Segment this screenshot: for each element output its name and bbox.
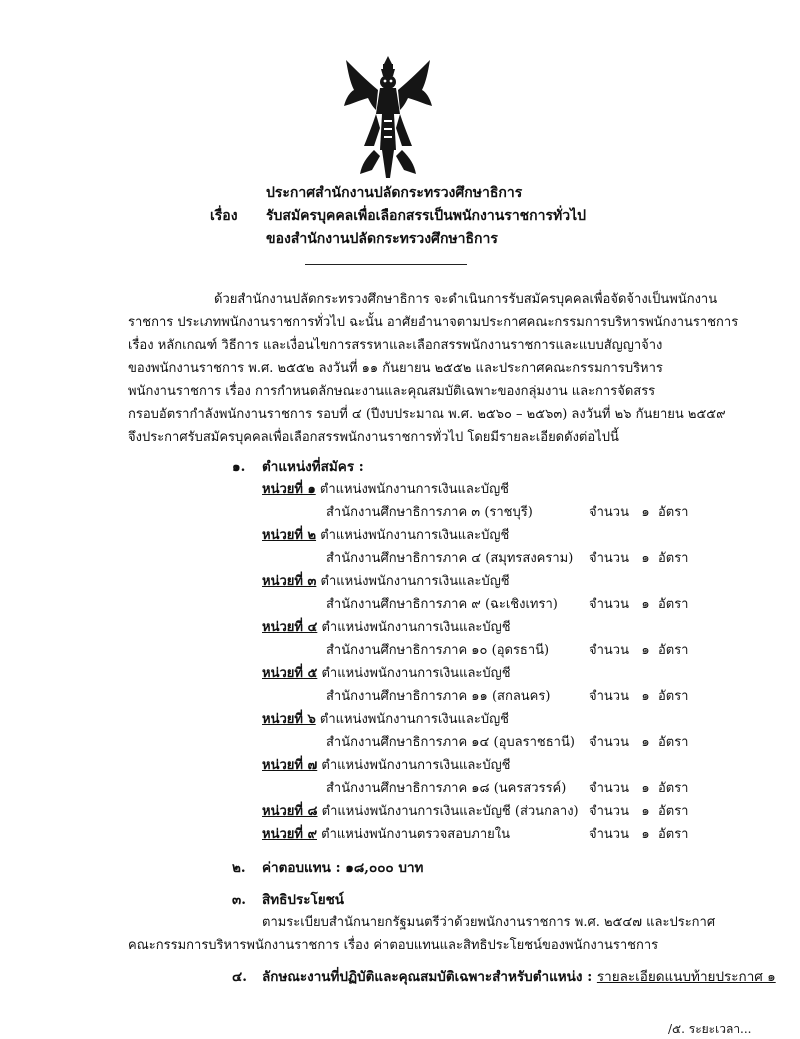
intro-line-5: พนักงานราชการ เรื่อง การกำหนดลักษณะงานและคุณสมบัติเฉพาะของกลุ่มงาน และการจัดสรร — [128, 384, 656, 399]
unit-3-quantity — [589, 593, 688, 614]
quantity-unit: อัตรา — [657, 597, 689, 612]
unit-1 — [262, 478, 509, 499]
section-1-title: ตำแหน่งที่สมัคร : — [262, 459, 364, 475]
intro-line-7: จึงประกาศรับสมัครบุคคลเพื่อเลือกสรรพนักงานราชการทั่วไป โดยมีรายละเอียดดังต่อไปนี้ — [128, 430, 619, 445]
intro-line-1: ด้วยสำนักงานปลัดกระทรวงศึกษาธิการ จะดำเนินการรับสมัครบุคคลเพื่อจัดจ้างเป็นพนักงาน — [214, 292, 718, 307]
unit-6-quantity — [589, 731, 688, 752]
unit-2-office: สำนักงานศึกษาธิการภาค ๔ (สมุทรสงคราม) — [326, 551, 574, 566]
next-page-marker: /๕. ระยะเวลา... — [668, 1022, 752, 1036]
unit-2-quantity — [589, 547, 688, 568]
quantity-value: ๑ — [641, 643, 650, 658]
unit-4 — [262, 616, 511, 637]
unit-position: ตำแหน่งพนักงานตรวจสอบภายใน — [321, 827, 510, 842]
section-4-number: ๔. — [232, 969, 247, 985]
section-2-title: ค่าตอบแทน : ๑๘,๐๐๐ บาท — [262, 860, 424, 876]
unit-position: ตำแหน่งพนักงานการเงินและบัญชี — [320, 574, 510, 589]
unit-5 — [262, 662, 511, 683]
unit-7 — [262, 754, 511, 775]
unit-label: หน่วยที่ ๓ — [262, 574, 317, 589]
unit-position: ตำแหน่งพนักงานการเงินและบัญชี — [320, 528, 510, 543]
unit-5-quantity — [589, 685, 688, 706]
unit-position: ตำแหน่งพนักงานการเงินและบัญชี — [319, 482, 509, 497]
intro-line-2: ราชการ ประเภทพนักงานราชการทั่วไป ฉะนั้น อาศัยอำนาจตามประกาศคณะกรรมการบริหารพนักงานราชการ — [128, 315, 739, 330]
unit-label: หน่วยที่ ๖ — [262, 712, 316, 727]
unit-1-office: สำนักงานศึกษาธิการภาค ๓ (ราชบุรี) — [326, 505, 533, 520]
quantity-value: ๑ — [641, 551, 650, 566]
quantity-value: ๑ — [641, 597, 650, 612]
unit-3 — [262, 570, 510, 591]
subject-label: เรื่อง — [210, 208, 238, 224]
quantity-unit: อัตรา — [657, 735, 689, 750]
quantity-label: จำนวน — [589, 689, 629, 704]
quantity-unit: อัตรา — [657, 689, 689, 704]
section-2-number: ๒. — [232, 860, 246, 876]
unit-label: หน่วยที่ ๒ — [262, 528, 317, 543]
quantity-value: ๑ — [641, 689, 650, 704]
quantity-label: จำนวน — [589, 781, 629, 796]
quantity-value: ๑ — [641, 804, 650, 819]
section-4-title: ลักษณะงานที่ปฏิบัติและคุณสมบัติเฉพาะสำหรับตำแหน่ง : — [262, 969, 593, 985]
quantity-label: จำนวน — [589, 505, 629, 520]
section-3-line-2: คณะกรรมการบริหารพนักงานราชการ เรื่อง ค่าตอบแทนและสิทธิประโยชน์ของพนักงานราชการ — [128, 938, 659, 953]
unit-position: ตำแหน่งพนักงานการเงินและบัญชี — [321, 666, 511, 681]
quantity-label: จำนวน — [589, 827, 629, 842]
unit-label: หน่วยที่ ๔ — [262, 620, 318, 635]
quantity-unit: อัตรา — [657, 505, 689, 520]
unit-position: ตำแหน่งพนักงานการเงินและบัญชี — [321, 620, 511, 635]
unit-8-quantity — [589, 800, 688, 821]
unit-7-quantity — [589, 777, 688, 798]
quantity-unit: อัตรา — [657, 781, 689, 796]
announcement-title: ประกาศสำนักงานปลัดกระทรวงศึกษาธิการ — [266, 185, 523, 201]
unit-position: ตำแหน่งพนักงานการเงินและบัญชี — [319, 712, 509, 727]
unit-position: ตำแหน่งพนักงานการเงินและบัญชี — [321, 758, 511, 773]
quantity-unit: อัตรา — [657, 827, 689, 842]
quantity-unit: อัตรา — [657, 551, 689, 566]
unit-label: หน่วยที่ ๙ — [262, 827, 317, 842]
quantity-value: ๑ — [641, 827, 650, 842]
unit-4-quantity — [589, 639, 688, 660]
unit-label: หน่วยที่ ๘ — [262, 804, 318, 819]
section-3-title: สิทธิประโยชน์ — [262, 892, 345, 908]
unit-6 — [262, 708, 509, 729]
unit-4-office: สำนักงานศึกษาธิการภาค ๑๐ (อุดรธานี) — [326, 643, 550, 658]
quantity-label: จำนวน — [589, 643, 629, 658]
section-4-detail: รายละเอียดแนบท้ายประกาศ ๑ — [596, 969, 776, 985]
header-divider — [305, 264, 467, 265]
unit-6-office: สำนักงานศึกษาธิการภาค ๑๔ (อุบลราชธานี) — [326, 735, 575, 750]
unit-label: หน่วยที่ ๑ — [262, 482, 316, 497]
unit-5-office: สำนักงานศึกษาธิการภาค ๑๑ (สกลนคร) — [326, 689, 551, 704]
intro-line-6: กรอบอัตรากำลังพนักงานราชการ รอบที่ ๔ (ปีงบประมาณ พ.ศ. ๒๕๖๐ – ๒๕๖๓) ลงวันที่ ๒๖ กันยายน ๒๕๕๙ — [128, 407, 726, 422]
unit-2 — [262, 524, 509, 545]
quantity-label: จำนวน — [589, 804, 629, 819]
unit-9 — [262, 823, 510, 844]
section-3-number: ๓. — [232, 892, 246, 908]
subject-line-1: รับสมัครบุคคลเพื่อเลือกสรรเป็นพนักงานราชการทั่วไป — [266, 208, 587, 224]
unit-9-quantity — [589, 823, 688, 844]
unit-1-quantity — [589, 501, 688, 522]
quantity-value: ๑ — [641, 505, 650, 520]
quantity-label: จำนวน — [589, 735, 629, 750]
quantity-value: ๑ — [641, 781, 650, 796]
unit-7-office: สำนักงานศึกษาธิการภาค ๑๘ (นครสวรรค์) — [326, 781, 567, 796]
section-4-line — [262, 965, 776, 987]
intro-line-4: ของพนักงานราชการ พ.ศ. ๒๕๕๒ ลงวันที่ ๑๑ กันยายน ๒๕๕๒ และประกาศคณะกรรมการบริหาร — [128, 361, 663, 376]
quantity-label: จำนวน — [589, 551, 629, 566]
quantity-unit: อัตรา — [657, 643, 689, 658]
section-1-number: ๑. — [232, 459, 246, 475]
quantity-unit: อัตรา — [657, 804, 689, 819]
section-3-line-1: ตามระเบียบสำนักนายกรัฐมนตรีว่าด้วยพนักงานราชการ พ.ศ. ๒๕๔๗ และประกาศ — [262, 915, 716, 930]
unit-label: หน่วยที่ ๕ — [262, 666, 318, 681]
unit-8 — [262, 800, 579, 821]
garuda-emblem-icon — [338, 54, 438, 180]
unit-3-office: สำนักงานศึกษาธิการภาค ๙ (ฉะเชิงเทรา) — [326, 597, 558, 612]
quantity-value: ๑ — [641, 735, 650, 750]
unit-label: หน่วยที่ ๗ — [262, 758, 318, 773]
subject-line-2: ของสำนักงานปลัดกระทรวงศึกษาธิการ — [266, 231, 498, 247]
intro-line-3: เรื่อง หลักเกณฑ์ วิธีการ และเงื่อนไขการสรรหาและเลือกสรรพนักงานราชการและแบบสัญญาจ้าง — [128, 338, 663, 353]
unit-position: ตำแหน่งพนักงานการเงินและบัญชี (ส่วนกลาง) — [321, 804, 579, 819]
quantity-label: จำนวน — [589, 597, 629, 612]
